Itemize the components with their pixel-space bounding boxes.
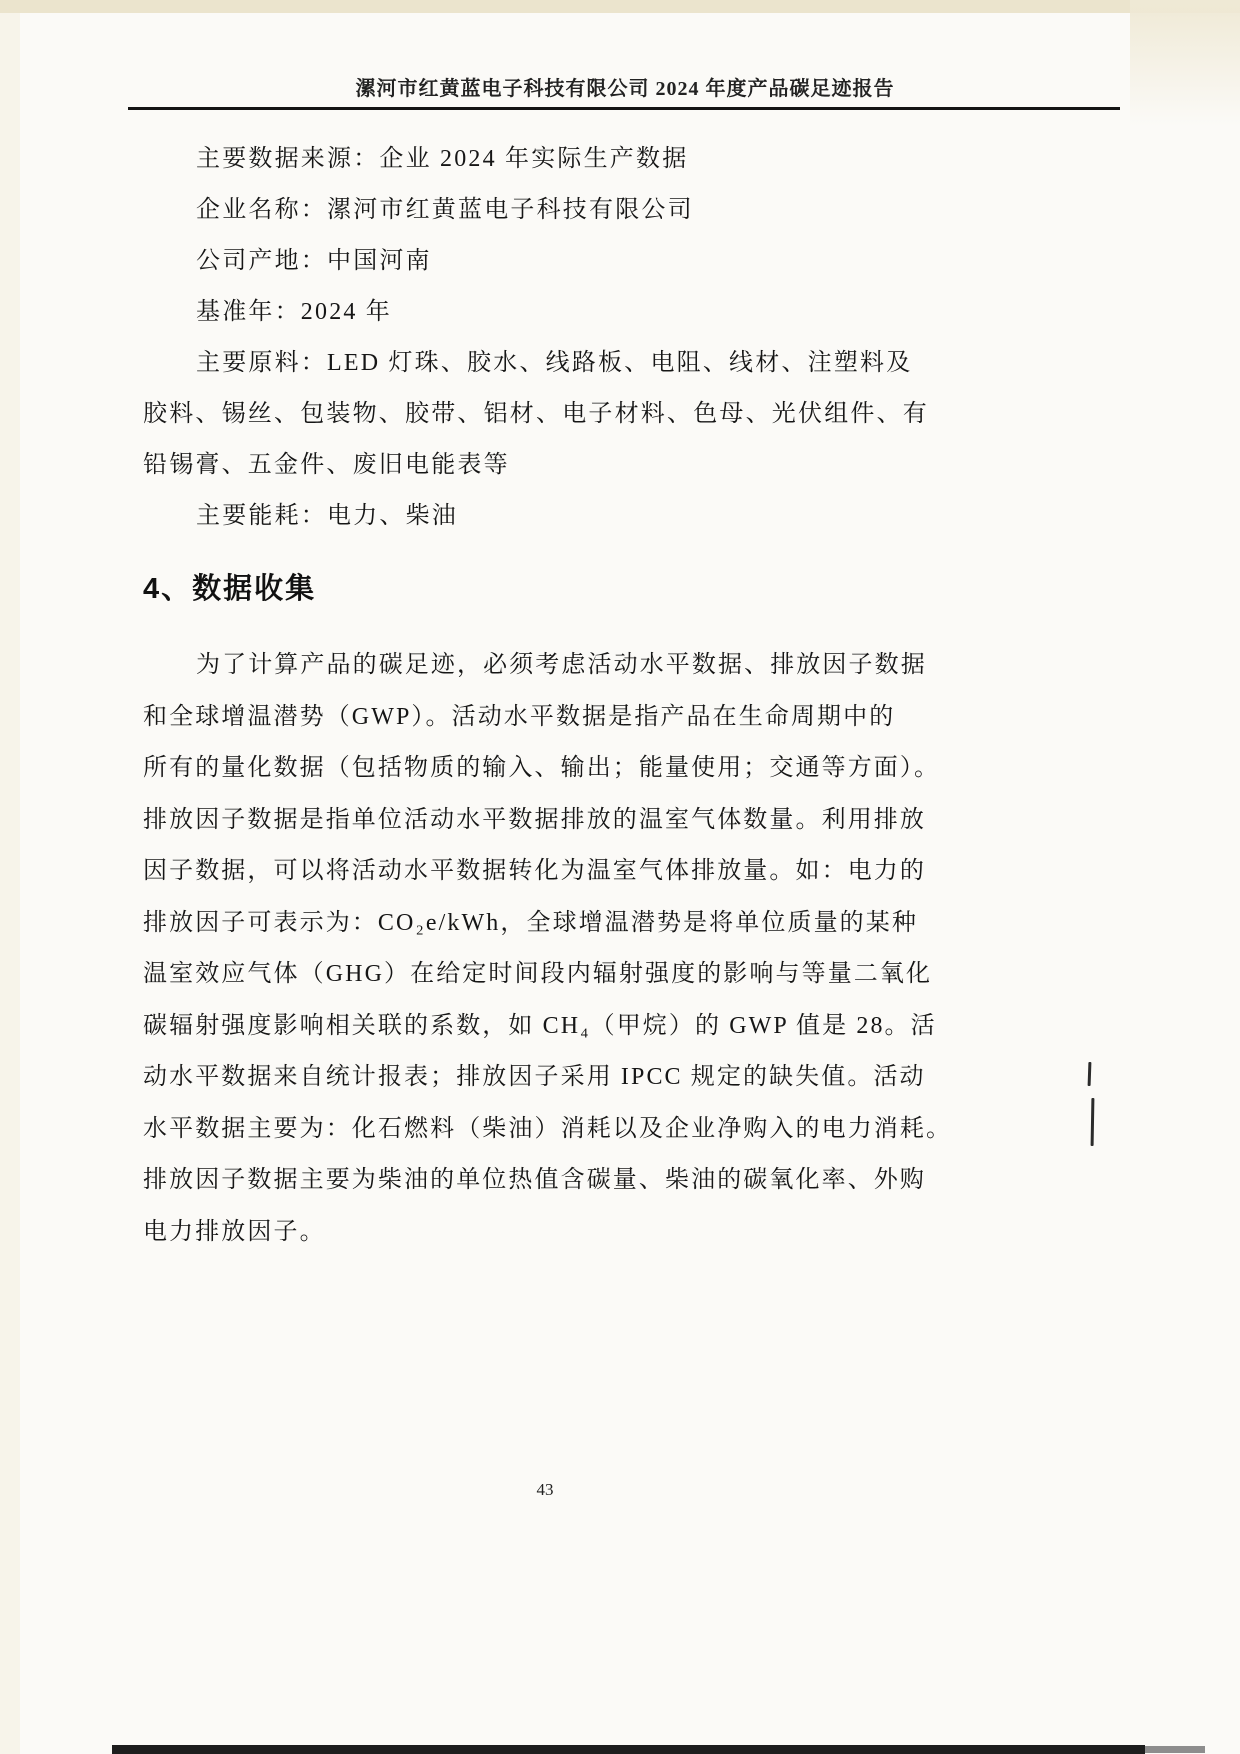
paragraph-line: 碳辐射强度影响相关联的系数，如 CH₄（甲烷）的 GWP 值是 28。活: [143, 1012, 937, 1039]
scan-edge-top-right: [1130, 0, 1240, 140]
page-number: 43: [536, 1480, 554, 1499]
paragraph-line: 排放因子数据是指单位活动水平数据排放的温室气体数量。利用排放: [143, 806, 926, 833]
header-rule: [128, 107, 1120, 110]
scan-bottom-bar: [112, 1745, 1145, 1754]
paragraph-line: 因子数据，可以将活动水平数据转化为温室气体排放量。如：电力的: [143, 858, 926, 884]
paragraph-line: 温室效应气体（GHG）在给定时间段内辐射强度的影响与等量二氧化: [143, 961, 933, 987]
running-header-title: 漯河市红黄蓝电子科技有限公司 2024 年度产品碳足迹报告: [355, 78, 895, 100]
info-line-data-source: 主要数据来源：企业 2024 年实际生产数据: [196, 146, 689, 172]
info-line-main-materials-cont: 铅锡膏、五金件、废旧电能表等: [143, 452, 510, 478]
section-heading-data-collection: 4、数据收集: [143, 573, 317, 605]
info-line-main-energy: 主要能耗：电力、柴油: [196, 503, 458, 529]
paragraph-line: 为了计算产品的碳足迹，必须考虑活动水平数据、排放因子数据: [196, 652, 927, 678]
info-block: [143, 134, 943, 542]
paragraph-line: 排放因子数据主要为柴油的单位热值含碳量、柴油的碳氧化率、外购: [143, 1167, 926, 1193]
paragraph-line: 所有的量化数据（包括物质的输入、输出；能量使用；交通等方面）。: [143, 755, 941, 781]
info-line-main-materials-cont: 胶料、锡丝、包装物、胶带、铝材、电子材料、色母、光伏组件、有: [143, 401, 929, 427]
margin-pen-mark: [1088, 1062, 1092, 1086]
paragraph-line: 水平数据主要为：化石燃料（柴油）消耗以及企业净购入的电力消耗。: [143, 1115, 953, 1142]
paragraph-line: 排放因子可表示为：CO₂e/kWh，全球增温潜势是将单位质量的某种: [143, 909, 918, 936]
info-line-base-year: 基准年：2024 年: [196, 299, 392, 325]
margin-pen-mark: [1091, 1098, 1095, 1146]
info-line-company-location: 公司产地：中国河南: [196, 248, 432, 274]
paragraph-line: 和全球增温潜势（GWP）。活动水平数据是指产品在生命周期中的: [143, 703, 896, 730]
body-paragraph: [143, 640, 953, 1258]
scan-edge-top: [0, 0, 1240, 13]
paragraph-line: 动水平数据来自统计报表；排放因子采用 IPCC 规定的缺失值。活动: [143, 1064, 926, 1090]
scan-bottom-bar-fade: [1145, 1746, 1205, 1753]
info-line-main-materials: 主要原料：LED 灯珠、胶水、线路板、电阻、线材、注塑料及: [196, 350, 913, 376]
info-line-company-name: 企业名称：漯河市红黄蓝电子科技有限公司: [196, 197, 694, 223]
paragraph-line: 电力排放因子。: [143, 1218, 326, 1245]
